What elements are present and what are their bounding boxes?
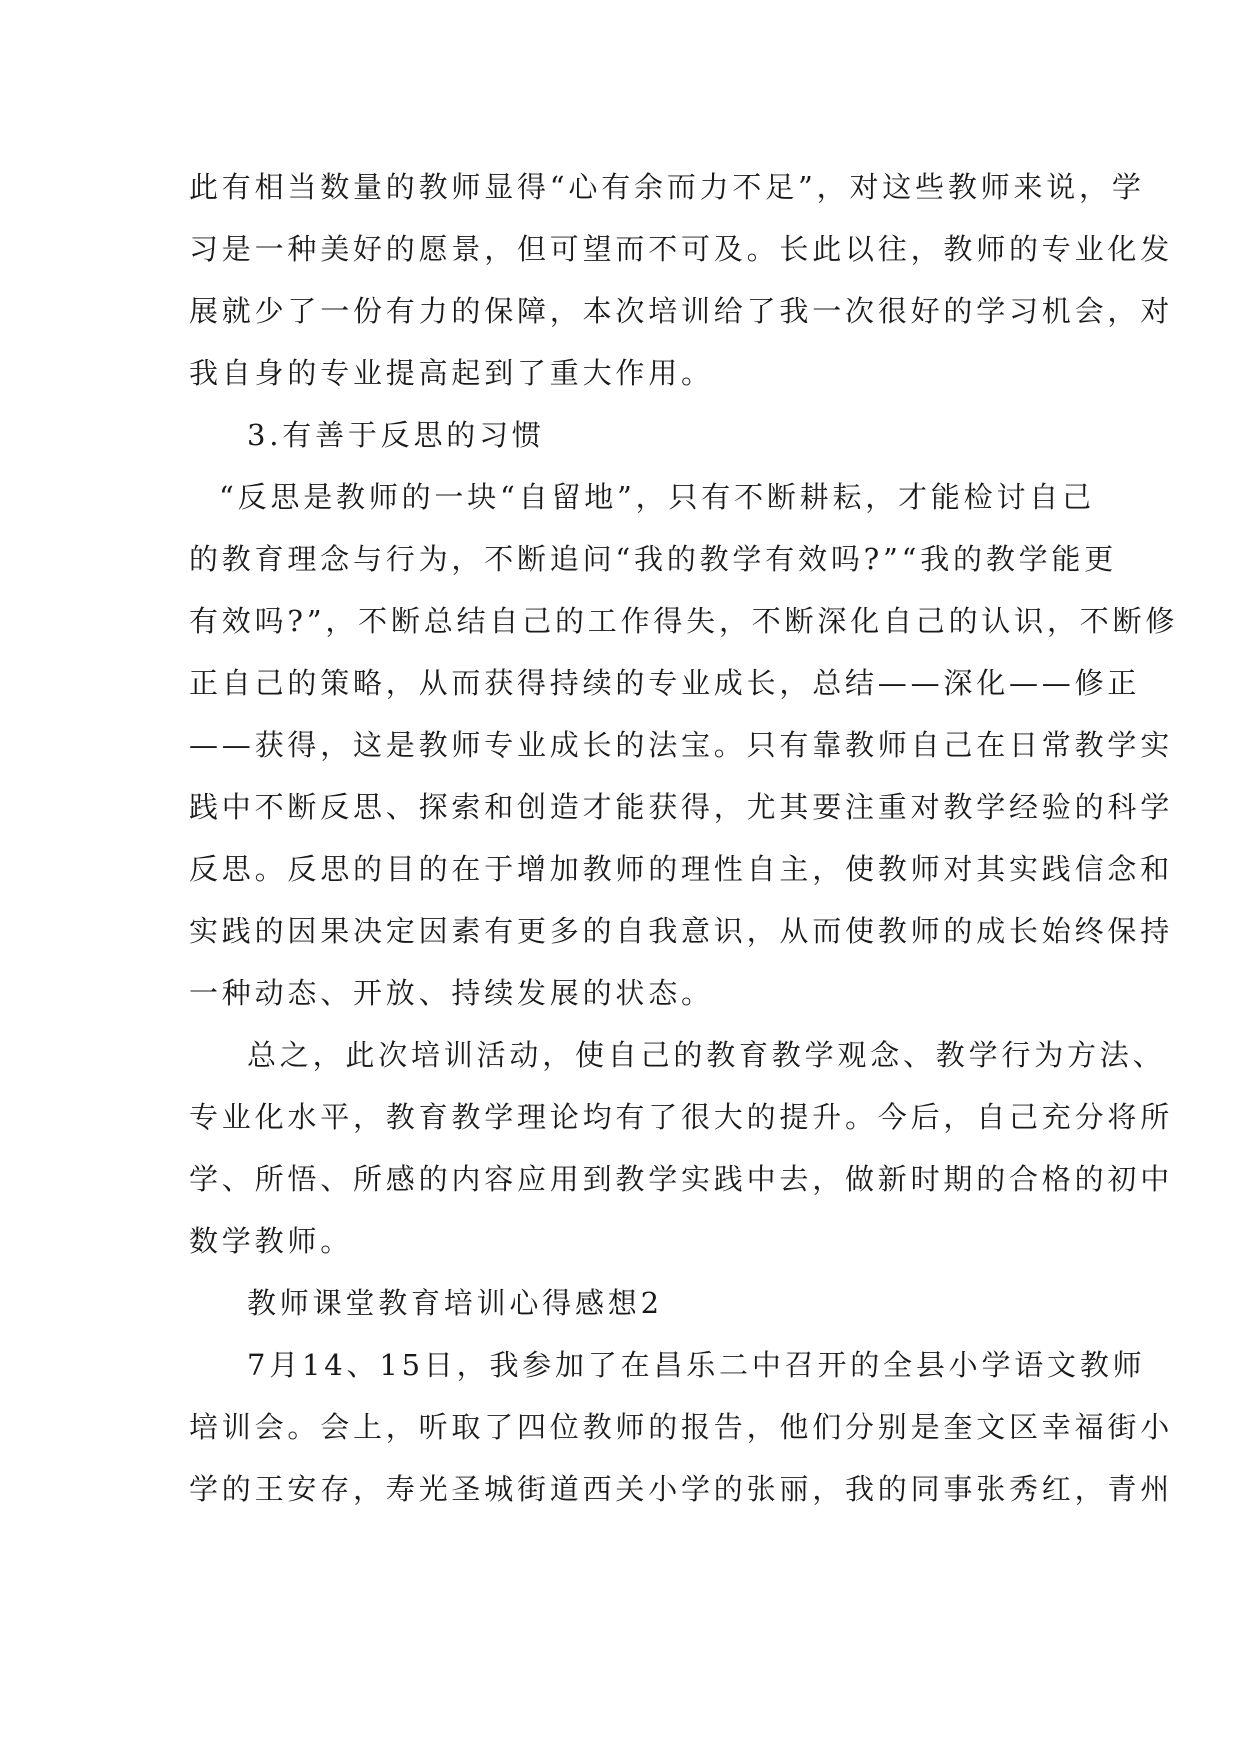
text-line: 培训会。会上，听取了四位教师的报告，他们分别是奎文区幸福街小 (189, 1410, 1174, 1444)
text-line: 实践的因果决定因素有更多的自我意识，从而使教师的成长始终保持 (189, 914, 1174, 948)
text-line: 数学教师。 (189, 1224, 354, 1258)
text-line: 的教育理念与行为，不断追问“我的教学有效吗?”“我的教学能更 (189, 542, 1118, 576)
section-heading: 3.有善于反思的习惯 (247, 418, 545, 452)
text-line: 我自身的专业提高起到了重大作用。 (189, 356, 714, 390)
text-line: 学的王安存，寿光圣城街道西关小学的张丽，我的同事张秀红，青州 (189, 1472, 1174, 1506)
text-line: 展就少了一份有力的保障，本次培训给了我一次很好的学习机会，对 (189, 294, 1174, 328)
text-line: 有效吗?”，不断总结自己的工作得失，不断深化自己的认识，不断修 (189, 604, 1179, 638)
article-title: 教师课堂教育培训心得感想2 (247, 1286, 663, 1320)
text-line: 总之，此次培训活动，使自己的教育教学观念、教学行为方法、 (247, 1038, 1166, 1072)
text-line: “反思是教师的一块“自留地”，只有不断耕耘，才能检讨自己 (219, 480, 1095, 514)
text-line: 此有相当数量的教师显得“心有余而力不足”，对这些教师来说，学 (189, 170, 1145, 204)
text-line: 习是一种美好的愿景，但可望而不可及。长此以往，教师的专业化发 (189, 232, 1174, 266)
text-line: 正自己的策略，从而获得持续的专业成长，总结——深化——修正 (189, 666, 1141, 700)
text-line: ——获得，这是教师专业成长的法宝。只有靠教师自己在日常教学实 (189, 728, 1174, 762)
text-line: 专业化水平，教育教学理论均有了很大的提升。今后，自己充分将所 (189, 1100, 1174, 1134)
document-body (189, 156, 1179, 1520)
text-line: 践中不断反思、探索和创造才能获得，尤其要注重对教学经验的科学 (189, 790, 1174, 824)
text-line: 7月14、15日，我参加了在昌乐二中召开的全县小学语文教师 (247, 1348, 1146, 1382)
text-line: 一种动态、开放、持续发展的状态。 (189, 976, 714, 1010)
text-line: 学、所悟、所感的内容应用到教学实践中去，做新时期的合格的初中 (189, 1162, 1174, 1196)
text-line: 反思。反思的目的在于增加教师的理性自主，使教师对其实践信念和 (189, 852, 1174, 886)
